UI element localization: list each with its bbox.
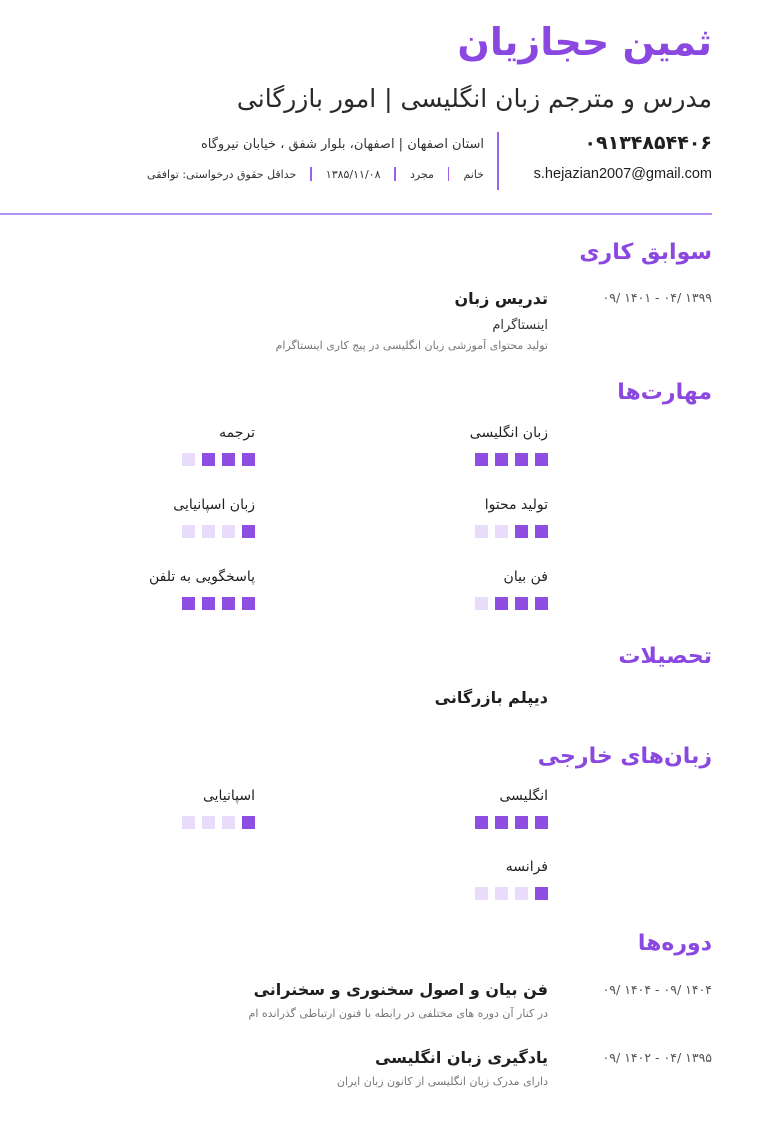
level-square-empty <box>475 525 488 538</box>
level-square-filled <box>202 453 215 466</box>
level-square-filled <box>515 525 528 538</box>
level-square-filled <box>222 597 235 610</box>
skill-name: زبان اسپانیایی <box>173 497 255 513</box>
skill-item <box>418 497 548 547</box>
skill-level <box>182 525 255 538</box>
skill-item <box>125 425 255 475</box>
language-level <box>182 816 255 829</box>
language-item <box>418 788 548 838</box>
level-square-filled <box>242 597 255 610</box>
skill-name: فن بیان <box>503 569 548 585</box>
work-description: تولید محتوای آموزشی زبان انگلیسی در پیج کاری اینستاگرام <box>275 339 548 352</box>
level-square-empty <box>222 816 235 829</box>
level-square-filled <box>535 887 548 900</box>
level-square-empty <box>495 525 508 538</box>
level-square-empty <box>182 453 195 466</box>
level-square-empty <box>475 597 488 610</box>
level-square-filled <box>515 597 528 610</box>
level-square-filled <box>495 597 508 610</box>
language-name: انگلیسی <box>499 788 548 804</box>
section-title-education: تحصیلات <box>618 644 712 669</box>
phone-number[interactable]: ۰۹۱۳۴۸۵۴۴۰۶ <box>584 132 712 154</box>
skill-level <box>475 597 548 610</box>
section-title-work: سوابق کاری <box>579 240 712 265</box>
level-square-filled <box>495 816 508 829</box>
level-square-filled <box>535 525 548 538</box>
work-title: تدریس زبان <box>454 289 548 308</box>
skill-name: زبان انگلیسی <box>469 425 548 441</box>
info-divider <box>394 167 396 181</box>
level-square-filled <box>535 816 548 829</box>
level-square-filled <box>222 453 235 466</box>
course-date: ۱۳۹۵ /۰۴ - ۱۴۰۲ /۰۹ <box>602 1050 712 1065</box>
level-square-filled <box>242 816 255 829</box>
header-vertical-divider <box>497 132 499 190</box>
skill-item <box>125 497 255 547</box>
language-level <box>475 816 548 829</box>
birth-date: ۱۳۸۵/۱۱/۰۸ <box>325 167 381 181</box>
section-title-courses: دوره‌ها <box>637 931 712 956</box>
level-square-empty <box>515 887 528 900</box>
contact-block <box>512 128 712 192</box>
level-square-empty <box>202 816 215 829</box>
education-title: دیپلم بازرگانی <box>434 688 548 707</box>
salary-expectation: حداقل حقوق درخواستی: توافقی <box>147 167 297 181</box>
level-square-filled <box>242 525 255 538</box>
course-description: دارای مدرک زبان انگلیسی از کانون زبان ایران <box>336 1075 548 1088</box>
level-square-filled <box>515 816 528 829</box>
skill-level <box>182 453 255 466</box>
level-square-empty <box>495 887 508 900</box>
level-square-filled <box>475 453 488 466</box>
course-title: فن بیان و اصول سخنوری و سخنرانی <box>253 980 548 999</box>
marital-status: مجرد <box>409 167 434 181</box>
level-square-empty <box>202 525 215 538</box>
level-square-empty <box>182 816 195 829</box>
level-square-empty <box>475 887 488 900</box>
skill-level <box>475 525 548 538</box>
info-divider <box>448 167 450 181</box>
course-title: یادگیری زبان انگلیسی <box>374 1048 548 1067</box>
language-name: اسپانیایی <box>202 788 255 804</box>
gender: خانم <box>463 167 484 181</box>
level-square-filled <box>535 597 548 610</box>
info-divider <box>310 167 312 181</box>
address: استان اصفهان | اصفهان، بلوار شفق ، خیابان نیروگاه <box>200 137 484 152</box>
language-level <box>475 887 548 900</box>
section-title-skills: مهارت‌ها <box>617 380 712 405</box>
skill-level <box>182 597 255 610</box>
work-org: اینستاگرام <box>492 318 548 333</box>
course-description: در کنار آن دوره های مختلفی در رابطه با فنون ارتباطی گذرانده ام <box>248 1007 548 1020</box>
level-square-filled <box>242 453 255 466</box>
skill-level <box>475 453 548 466</box>
skill-item <box>418 425 548 475</box>
skill-name: تولید محتوا <box>484 497 548 513</box>
skill-item <box>418 569 548 619</box>
skill-name: ترجمه <box>219 425 255 441</box>
level-square-filled <box>475 816 488 829</box>
skill-name: پاسخگویی به تلفن <box>148 569 255 585</box>
level-square-empty <box>222 525 235 538</box>
level-square-empty <box>182 525 195 538</box>
level-square-filled <box>515 453 528 466</box>
job-subtitle: مدرس و مترجم زبان انگلیسی | امور بازرگانی <box>236 84 712 113</box>
level-square-filled <box>182 597 195 610</box>
level-square-filled <box>495 453 508 466</box>
section-title-languages: زبان‌های خارجی <box>537 744 712 769</box>
work-date: ۱۳۹۹ /۰۴ - ۱۴۰۱ /۰۹ <box>602 290 712 305</box>
level-square-filled <box>202 597 215 610</box>
language-item <box>125 788 255 838</box>
level-square-filled <box>535 453 548 466</box>
skill-item <box>125 569 255 619</box>
language-name: فرانسه <box>505 859 548 875</box>
full-name: ثمین حجازیان <box>457 20 712 64</box>
personal-info-row <box>147 167 484 181</box>
email-address[interactable]: s.hejazian2007@gmail.com <box>533 166 712 182</box>
header-divider <box>0 213 712 215</box>
language-item <box>418 859 548 909</box>
course-date: ۱۴۰۴ /۰۹ - ۱۴۰۴ /۰۹ <box>602 982 712 997</box>
